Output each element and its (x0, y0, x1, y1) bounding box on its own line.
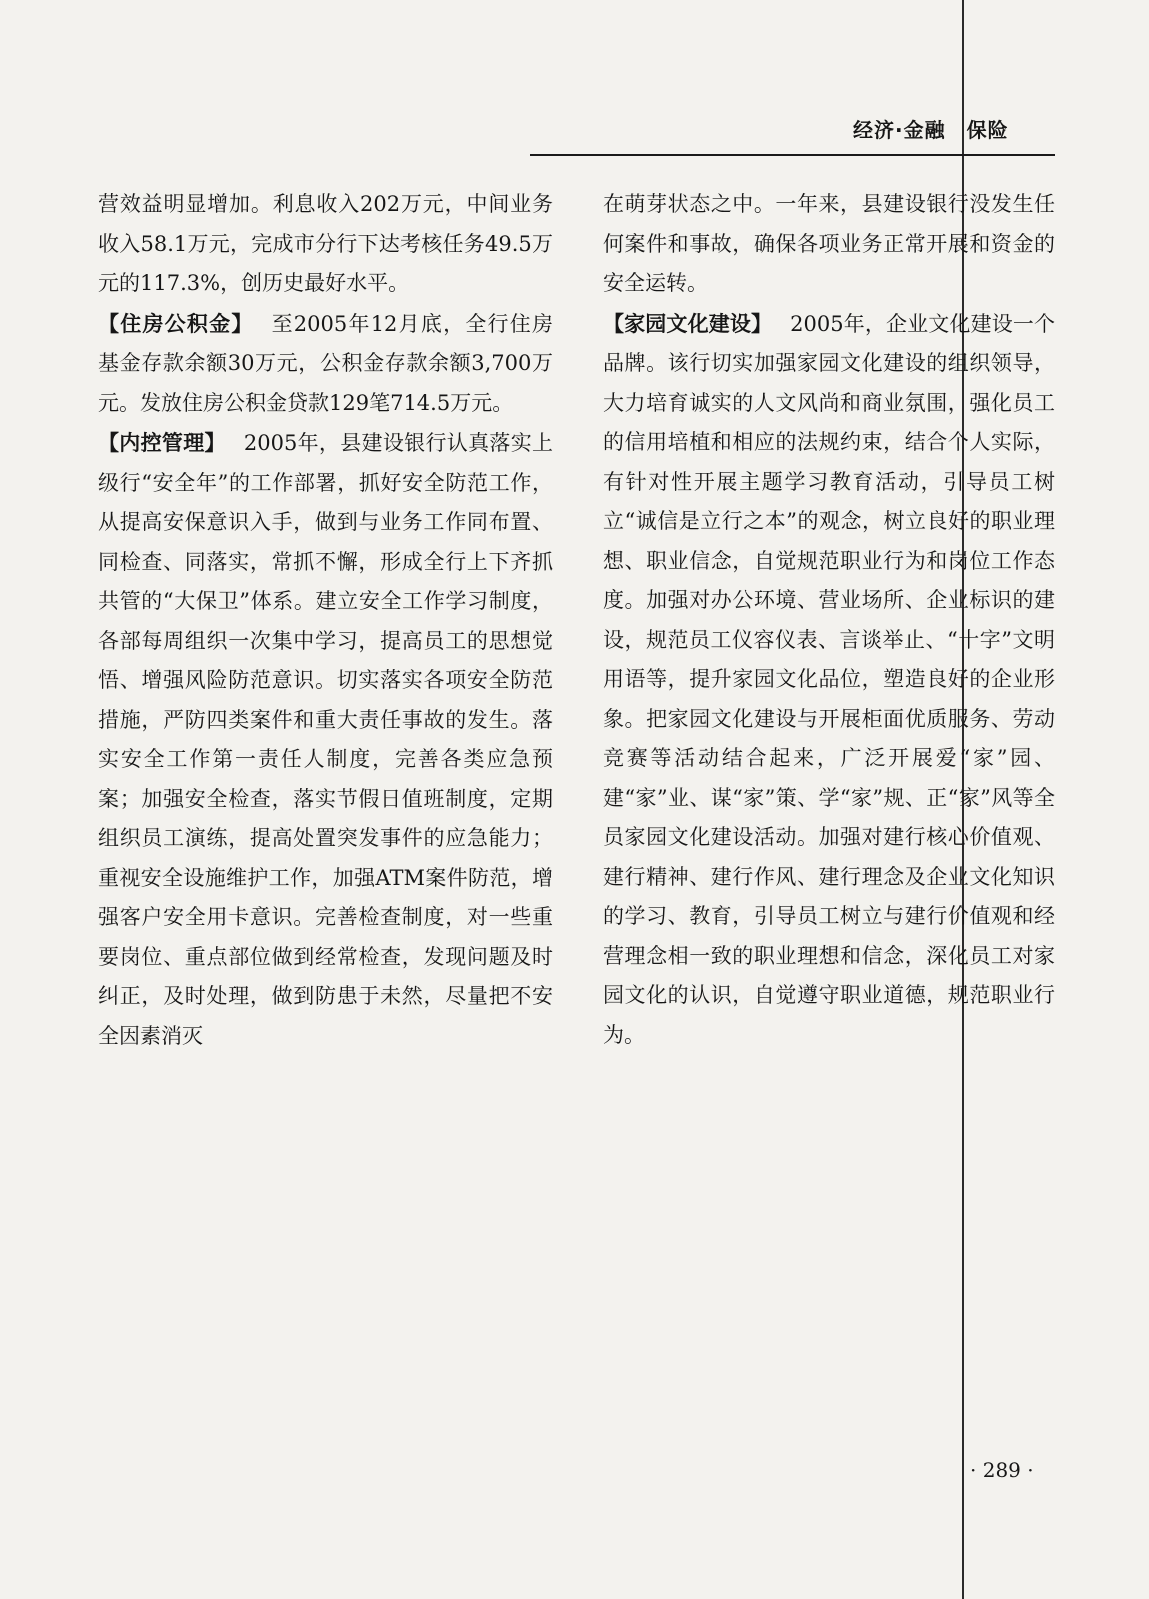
paragraph-home-culture (603, 304, 1055, 1056)
left-column (98, 185, 553, 1056)
header-rule (530, 154, 1055, 156)
paragraph-business-income: 营效益明显增加。利息收入202万元，中间业务收入58.1万元，完成市分行下达考核任务49.5万元的117.3%，创历史最好水平。 (98, 192, 553, 295)
paragraph-internal-control (98, 423, 553, 1056)
right-column (603, 185, 1055, 1055)
running-header: 经济·金融 保险 (853, 118, 1009, 142)
page-number: · 289 · (970, 1458, 1034, 1482)
section-title-housing-fund: 【住房公积金】 (98, 310, 254, 336)
section-title-internal-control: 【内控管理】 (98, 430, 226, 455)
section-body-housing-fund: 至2005年12月底，全行住房基金存款余额30万元，公积金存款余额3,700万元。发放住房公积金贷款129笔714.5万元。 (98, 311, 553, 415)
paragraph-security-result: 在萌芽状态之中。一年来，县建设银行没发生任何案件和事故，确保各项业务正常开展和资金的安全运转。 (603, 192, 1055, 295)
section-title-home-culture: 【家园文化建设】 (603, 310, 773, 336)
section-body-internal-control: 2005年，县建设银行认真落实上级行“安全年”的工作部署，抓好安全防范工作，从提高安保意识入手，做到与业务工作同布置、同检查、同落实，常抓不懈，形成全行上下齐抓共管的“大保卫”体系。建立安全工作学习制度，各部每周组织一次集中学习，提高员工的思想觉悟、增强风险防范意识。切实落实各项安全防范措施，严防四类案件和重大责任事故的发生。落实安全工作第一责任人制度，完善各类应急预案；加强安全检查，落实节假日值班制度，定期组织员工演练，提高处置突发事件的应急能力；重视安全设施维护工作，加强ATM案件防范，增强客户安全用卡意识。完善检查制度，对一些重要岗位、重点部位做到经常检查，发现问题及时纠正，及时处理，做到防患于未然，尽量把不安全因素消灭 (98, 431, 553, 1048)
paragraph-housing-fund (98, 304, 553, 424)
section-body-home-culture: 2005年，企业文化建设一个品牌。该行切实加强家园文化建设的组织领导，大力培育诚实的人文风尚和商业氛围，强化员工的信用培植和相应的法规约束，结合个人实际，有针对性开展主题学习教育活动，引导员工树立“诚信是立行之本”的观念，树立良好的职业理想、职业信念，自觉规范职业行为和岗位工作态度。加强对办公环境、营业场所、企业标识的建设，规范员工仪容仪表、言谈举止、“十字”文明用语等，提升家园文化品位，塑造良好的企业形象。把家园文化建设与开展柜面优质服务、劳动竞赛等活动结合起来，广泛开展爱“家”园、建“家”业、谋“家”策、学“家”规、正“家”风等全员家园文化建设活动。加强对建行核心价值观、建行精神、建行作风、建行理念及企业文化知识的学习、教育，引导员工树立与建行价值观和经营理念相一致的职业理想和信念，深化员工对家园文化的认识，自觉遵守职业道德，规范职业行为。 (603, 311, 1055, 1047)
